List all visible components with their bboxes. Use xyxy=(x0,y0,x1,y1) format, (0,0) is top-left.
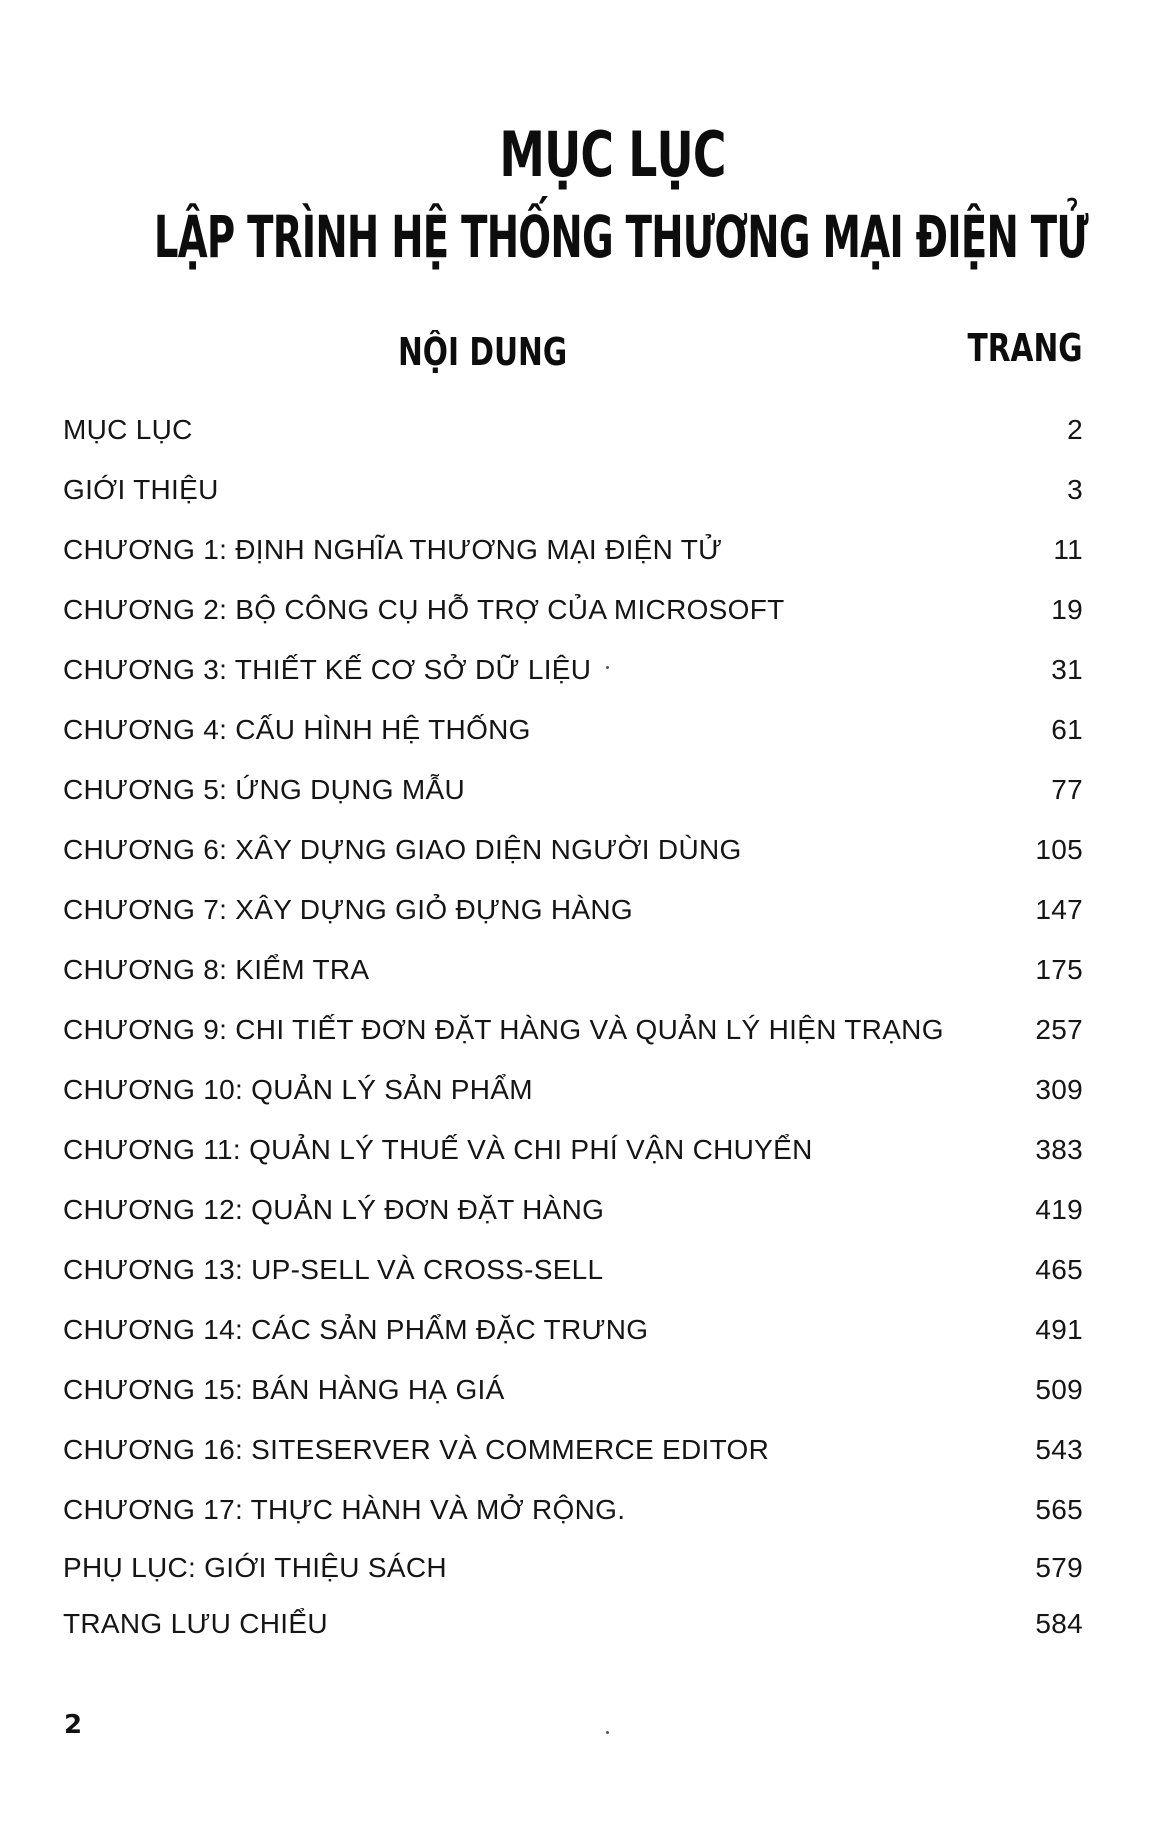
toc-entry xyxy=(63,1420,1083,1480)
toc-entry xyxy=(63,1120,1083,1180)
table-of-contents xyxy=(63,400,1083,1652)
toc-entry-page: 465 xyxy=(1035,1254,1083,1285)
toc-entry-page: 105 xyxy=(1035,834,1083,865)
toc-entry xyxy=(63,1540,1083,1596)
toc-entry-page: 491 xyxy=(1035,1314,1083,1345)
page-number: 2 xyxy=(64,1710,83,1740)
toc-entry-page: 543 xyxy=(1035,1434,1083,1465)
toc-entry-page: 3 xyxy=(1067,474,1083,505)
toc-entry-label: CHƯƠNG 4: CẤU HÌNH HỆ THỐNG xyxy=(63,714,531,745)
toc-entry-label: PHỤ LỤC: GIỚI THIỆU SÁCH xyxy=(63,1552,447,1583)
toc-entry-label: CHƯƠNG 2: BỘ CÔNG CỤ HỖ TRỢ CỦA MICROSOFT xyxy=(63,594,785,625)
toc-entry-page: 509 xyxy=(1035,1374,1083,1405)
toc-entry-page: 383 xyxy=(1035,1134,1083,1165)
toc-entry-page: 147 xyxy=(1035,894,1083,925)
toc-entry-page: 565 xyxy=(1035,1494,1083,1525)
toc-entry-label: CHƯƠNG 16: SITESERVER VÀ COMMERCE EDITOR xyxy=(63,1434,770,1465)
toc-entry xyxy=(63,880,1083,940)
toc-entry-label: CHƯƠNG 7: XÂY DỰNG GIỎ ĐỰNG HÀNG xyxy=(63,894,634,925)
toc-entry-label: MỤC LỤC xyxy=(63,414,193,445)
toc-entry xyxy=(63,1360,1083,1420)
toc-entry-label: CHƯƠNG 17: THỰC HÀNH VÀ MỞ RỘNG. xyxy=(63,1494,626,1525)
toc-entry-page: 579 xyxy=(1035,1552,1083,1583)
toc-entry-page: 77 xyxy=(1051,774,1083,805)
page-column-header: TRANG xyxy=(967,326,1083,370)
toc-entry-label: CHƯƠNG 12: QUẢN LÝ ĐƠN ĐẶT HÀNG xyxy=(63,1194,605,1225)
toc-entry-label: CHƯƠNG 11: QUẢN LÝ THUẾ VÀ CHI PHÍ VẬN CHUYỂN xyxy=(63,1134,813,1165)
toc-entry-label: CHƯƠNG 8: KIỂM TRA xyxy=(63,954,370,985)
toc-entry xyxy=(63,1480,1083,1540)
toc-entry-label: CHƯƠNG 1: ĐỊNH NGHĨA THƯƠNG MẠI ĐIỆN TỬ xyxy=(63,534,723,565)
toc-entry-page: 19 xyxy=(1051,594,1083,625)
toc-entry-label: CHƯƠNG 15: BÁN HÀNG HẠ GIÁ xyxy=(63,1374,505,1405)
toc-entry-label: CHƯƠNG 3: THIẾT KẾ CƠ SỞ DỮ LIỆU xyxy=(63,654,592,685)
print-speck xyxy=(606,666,609,669)
toc-entry-page: 11 xyxy=(1053,534,1083,565)
toc-entry xyxy=(63,1596,1083,1652)
toc-entry xyxy=(63,1240,1083,1300)
toc-entry xyxy=(63,760,1083,820)
toc-entry xyxy=(63,400,1083,460)
toc-entry-page: 419 xyxy=(1035,1194,1083,1225)
page-title: MỤC LỤC xyxy=(499,118,726,191)
toc-entry xyxy=(63,700,1083,760)
toc-entry-page: 309 xyxy=(1035,1074,1083,1105)
toc-entry xyxy=(63,940,1083,1000)
toc-entry xyxy=(63,460,1083,520)
toc-entry-label: CHƯƠNG 10: QUẢN LÝ SẢN PHẨM xyxy=(63,1074,533,1105)
toc-entry-label: CHƯƠNG 13: UP-SELL VÀ CROSS-SELL xyxy=(63,1254,604,1285)
toc-entry xyxy=(63,1180,1083,1240)
toc-entry-page: 2 xyxy=(1067,414,1083,445)
toc-entry xyxy=(63,580,1083,640)
toc-entry xyxy=(63,820,1083,880)
toc-entry xyxy=(63,1060,1083,1120)
toc-entry-label: CHƯƠNG 6: XÂY DỰNG GIAO DIỆN NGƯỜI DÙNG xyxy=(63,834,742,865)
print-speck xyxy=(606,1731,609,1734)
toc-entry-label: CHƯƠNG 5: ỨNG DỤNG MẪU xyxy=(63,774,466,805)
toc-entry-page: 175 xyxy=(1035,954,1083,985)
content-column-header: NỘI DUNG xyxy=(398,330,568,374)
book-title: LẬP TRÌNH HỆ THỐNG THƯƠNG MẠI ĐIỆN TỬ xyxy=(153,203,1088,271)
toc-entry-page: 61 xyxy=(1051,714,1083,745)
toc-entry-label: TRANG LƯU CHIỂU xyxy=(63,1608,328,1639)
toc-entry-label: CHƯƠNG 14: CÁC SẢN PHẨM ĐẶC TRƯNG xyxy=(63,1314,649,1345)
toc-entry-label: GIỚI THIỆU xyxy=(63,474,219,505)
toc-entry-page: 31 xyxy=(1051,654,1083,685)
toc-entry xyxy=(63,520,1083,580)
toc-entry xyxy=(63,640,1083,700)
toc-entry-page: 584 xyxy=(1035,1608,1083,1639)
toc-entry xyxy=(63,1300,1083,1360)
toc-entry xyxy=(63,1000,1083,1060)
toc-entry-page: 257 xyxy=(1035,1014,1083,1045)
toc-entry-label: CHƯƠNG 9: CHI TIẾT ĐƠN ĐẶT HÀNG VÀ QUẢN LÝ HIỆN TRẠNG xyxy=(63,1014,944,1045)
